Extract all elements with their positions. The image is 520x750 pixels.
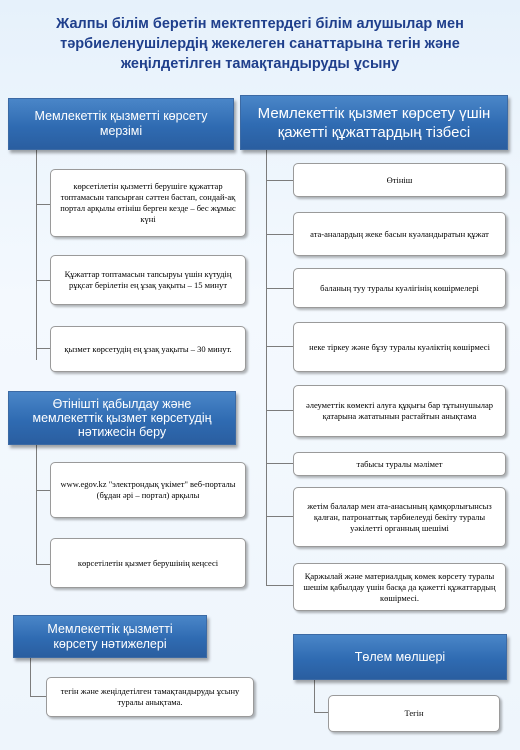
connector-line bbox=[266, 516, 294, 517]
term-item-text: қызмет көрсетудің ең ұзақ уақыты – 30 минут. bbox=[64, 343, 232, 354]
acceptance-item-text: www.egov.kz "электрондық үкімет" веб-порталы (бұдан әрі – портал) арқылы bbox=[60, 479, 236, 500]
document-item bbox=[293, 563, 506, 611]
connector-line bbox=[266, 150, 267, 586]
connector-line bbox=[314, 680, 315, 712]
payment-item bbox=[328, 695, 500, 732]
connector-line bbox=[266, 346, 294, 347]
document-item bbox=[293, 385, 506, 437]
document-item-text: неке тіркеу және бұзу туралы куәліктің көшірмесі bbox=[309, 341, 490, 352]
document-item-text: Қаржылай және материалдық көмек көрсету туралы шешім қабылдау үшін басқа да қажетті құжаттардың көшірмесі. bbox=[303, 570, 496, 603]
document-item-text: жетім балалар мен ата-анасының қамқорлығынсыз қалған, патронаттық тәрбиелеуді бекіту туралы уәкілетті органның шешімі bbox=[307, 500, 492, 533]
results-item bbox=[46, 677, 254, 717]
connector-line bbox=[36, 150, 37, 360]
acceptance-item-text: көрсетілетін қызмет берушінің кеңсесі bbox=[77, 557, 219, 568]
results-item-text: тегін және жеңілдетілген тамақтандыруды ұсыну туралы анықтама. bbox=[60, 686, 240, 707]
connector-line bbox=[266, 234, 294, 235]
section-header-term bbox=[8, 98, 234, 150]
connector-line bbox=[36, 445, 37, 565]
document-item-text: ата-аналардың жеке басын куәландыратын құжат bbox=[310, 228, 489, 239]
document-item bbox=[293, 322, 506, 372]
section-header-documents-label: Мемлекеттік қызмет көрсету үшін қажетті құжаттардың тізбесі bbox=[257, 104, 491, 141]
page-title: Жалпы білім беретін мектептердегі білім алушылар мен тәрбиеленушілердің жекелеген санаттарына тегін және жеңілдетілген тамақтандыруды ұсыну bbox=[56, 16, 464, 72]
section-header-acceptance bbox=[8, 391, 236, 445]
document-item-text: табысы туралы мәлімет bbox=[356, 458, 443, 469]
document-item bbox=[293, 487, 506, 547]
document-item bbox=[293, 268, 506, 308]
document-item bbox=[293, 452, 506, 476]
term-item bbox=[50, 326, 246, 372]
connector-line bbox=[266, 585, 294, 586]
section-header-term-label: Мемлекеттік қызметті көрсету мерзімі bbox=[34, 109, 208, 138]
acceptance-item bbox=[50, 462, 246, 518]
connector-line bbox=[266, 288, 294, 289]
payment-item-text: Тегін bbox=[404, 708, 424, 718]
connector-line bbox=[266, 463, 294, 464]
connector-line bbox=[266, 410, 294, 411]
section-header-results bbox=[13, 615, 207, 658]
term-item-text: Құжаттар топтамасын тапсыруы үшін күтудің рұқсат берілетін ең ұзақ уақыты – 15 минут bbox=[64, 269, 232, 290]
document-item-text: Өтініш bbox=[386, 174, 413, 185]
term-item bbox=[50, 169, 246, 237]
section-header-acceptance-label: Өтінішті қабылдау және мемлекеттік қызмет көрсетудің нәтижесін беру bbox=[32, 397, 212, 439]
document-item-text: баланың туу туралы куәлігінің көшірмелері bbox=[320, 282, 479, 293]
section-header-payment-label: Төлем мөлшері bbox=[354, 649, 446, 664]
document-item bbox=[293, 212, 506, 256]
connector-line bbox=[30, 658, 31, 696]
term-item-text: көрсетілетін қызметті берушіге құжаттар топтамасын тапсырған сәттен бастап, сондай-ақ портал арқылы өтініш берген кезде – бес жұмыс күні bbox=[60, 181, 236, 224]
document-item bbox=[293, 163, 506, 197]
term-item bbox=[50, 255, 246, 305]
document-item-text: әлеуметтік көмекті алуға құқығы бар тұтынушылар қатарына жататынын растайтын анықтама bbox=[305, 400, 494, 421]
section-header-documents bbox=[240, 95, 508, 150]
section-header-results-label: Мемлекеттік қызметті көрсету нәтижелері bbox=[47, 621, 173, 651]
section-header-payment bbox=[293, 634, 507, 680]
acceptance-item bbox=[50, 538, 246, 588]
connector-line bbox=[266, 180, 294, 181]
